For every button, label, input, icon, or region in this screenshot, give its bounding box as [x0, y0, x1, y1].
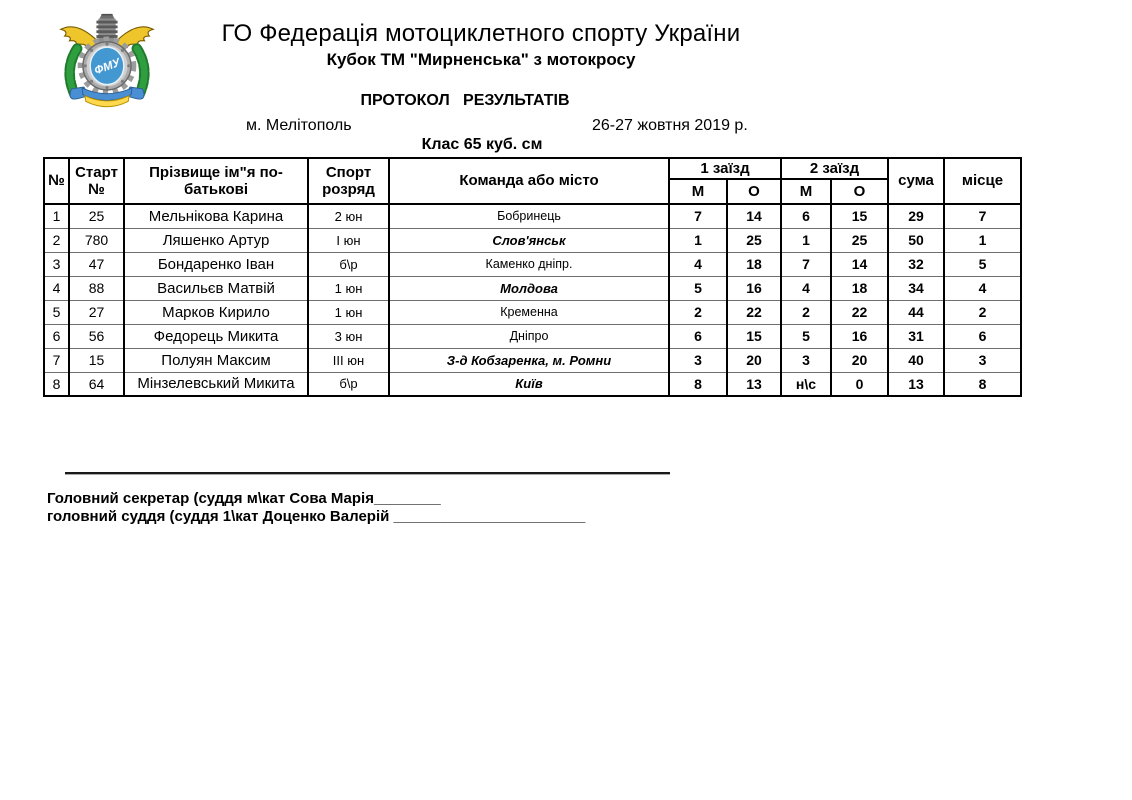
sport-grade: б\р: [308, 372, 389, 396]
row-number: 7: [44, 348, 69, 372]
team-or-city: Слов'янськ: [389, 228, 669, 252]
logo-letters: ФМУ: [92, 56, 122, 78]
sum: 50: [888, 228, 944, 252]
secretary-signature-line: Головний секретар (суддя м\кат Сова Марія________: [47, 490, 441, 507]
place: 2: [944, 300, 1021, 324]
race1-m: 8: [669, 372, 727, 396]
sum: 44: [888, 300, 944, 324]
race2-m: 4: [781, 276, 831, 300]
race2-o: 0: [831, 372, 888, 396]
row-number: 1: [44, 204, 69, 228]
city-label: м. Мелітополь: [246, 117, 352, 134]
rider-name: Федорець Микита: [124, 324, 308, 348]
race1-o: 15: [727, 324, 781, 348]
race1-o: 25: [727, 228, 781, 252]
race1-m: 2: [669, 300, 727, 324]
rider-name: Ляшенко Артур: [124, 228, 308, 252]
start-number: 64: [69, 372, 124, 396]
col-header-race1: 1 заїзд: [669, 158, 781, 179]
col-header-sum: сума: [888, 158, 944, 204]
team-or-city: Київ: [389, 372, 669, 396]
place: 7: [944, 204, 1021, 228]
race1-o: 13: [727, 372, 781, 396]
race2-m: 1: [781, 228, 831, 252]
race1-o: 14: [727, 204, 781, 228]
signature-rule: [65, 472, 670, 475]
team-or-city: Кременна: [389, 300, 669, 324]
race2-m: 5: [781, 324, 831, 348]
document-title: ПРОТОКОЛ РЕЗУЛЬТАТІВ: [360, 92, 570, 109]
table-row: [44, 372, 1021, 396]
start-number: 27: [69, 300, 124, 324]
sport-grade: 3 юн: [308, 324, 389, 348]
date-label: 26-27 жовтня 2019 р.: [592, 117, 748, 134]
race2-o: 14: [831, 252, 888, 276]
col-header-grade: Спорт розряд: [308, 158, 389, 204]
table-row: [44, 300, 1021, 324]
place: 3: [944, 348, 1021, 372]
results-table: [43, 157, 1022, 397]
race2-o: 20: [831, 348, 888, 372]
sum: 34: [888, 276, 944, 300]
team-or-city: Дніпро: [389, 324, 669, 348]
col-header-race1-m: М: [669, 179, 727, 204]
race1-o: 22: [727, 300, 781, 324]
sum: 32: [888, 252, 944, 276]
sum: 31: [888, 324, 944, 348]
race1-m: 3: [669, 348, 727, 372]
col-header-race2: 2 заїзд: [781, 158, 888, 179]
start-number: 15: [69, 348, 124, 372]
sport-grade: 2 юн: [308, 204, 389, 228]
row-number: 3: [44, 252, 69, 276]
race2-o: 16: [831, 324, 888, 348]
rider-name: Мельнікова Карина: [124, 204, 308, 228]
race1-o: 16: [727, 276, 781, 300]
start-number: 47: [69, 252, 124, 276]
col-header-team: Команда або місто: [389, 158, 669, 204]
team-or-city: З-д Кобзаренка, м. Ромни: [389, 348, 669, 372]
place: 8: [944, 372, 1021, 396]
rider-name: Марков Кирило: [124, 300, 308, 324]
start-number: 56: [69, 324, 124, 348]
place: 6: [944, 324, 1021, 348]
start-number: 25: [69, 204, 124, 228]
row-number: 4: [44, 276, 69, 300]
start-number: 780: [69, 228, 124, 252]
rider-name: Мінзелевський Микита: [124, 372, 308, 396]
race2-m: 7: [781, 252, 831, 276]
sport-grade: 1 юн: [308, 300, 389, 324]
row-number: 2: [44, 228, 69, 252]
race2-o: 15: [831, 204, 888, 228]
col-header-start: Старт №: [69, 158, 124, 204]
row-number: 6: [44, 324, 69, 348]
race2-m: 2: [781, 300, 831, 324]
table-row: [44, 324, 1021, 348]
race1-m: 6: [669, 324, 727, 348]
race1-o: 18: [727, 252, 781, 276]
race2-m: 6: [781, 204, 831, 228]
place: 1: [944, 228, 1021, 252]
col-header-place: місце: [944, 158, 1021, 204]
judge-signature-line: головний суддя (суддя 1\кат Доценко Валерій _______________________: [47, 508, 586, 525]
table-row: [44, 348, 1021, 372]
race2-m: 3: [781, 348, 831, 372]
sum: 29: [888, 204, 944, 228]
row-number: 5: [44, 300, 69, 324]
sum: 13: [888, 372, 944, 396]
table-row: [44, 228, 1021, 252]
table-row: [44, 252, 1021, 276]
col-header-num: №: [44, 158, 69, 204]
race2-o: 22: [831, 300, 888, 324]
sum: 40: [888, 348, 944, 372]
row-number: 8: [44, 372, 69, 396]
rider-name: Полуян Максим: [124, 348, 308, 372]
team-or-city: Молдова: [389, 276, 669, 300]
team-or-city: Бобринець: [389, 204, 669, 228]
organization-title: ГО Федерація мотоциклетного спорту України: [221, 20, 741, 47]
race2-m: н\с: [781, 372, 831, 396]
sport-grade: ІІІ юн: [308, 348, 389, 372]
sport-grade: 1 юн: [308, 276, 389, 300]
team-or-city: Каменко дніпр.: [389, 252, 669, 276]
col-header-name: Прізвище ім"я по-батькові: [124, 158, 308, 204]
race1-m: 7: [669, 204, 727, 228]
col-header-race2-m: М: [781, 179, 831, 204]
table-row: [44, 204, 1021, 228]
race2-o: 18: [831, 276, 888, 300]
rider-name: Васильєв Матвій: [124, 276, 308, 300]
sport-grade: б\р: [308, 252, 389, 276]
race1-o: 20: [727, 348, 781, 372]
class-label: Клас 65 куб. см: [421, 136, 543, 153]
race1-m: 4: [669, 252, 727, 276]
place: 4: [944, 276, 1021, 300]
cup-title: Кубок ТМ "Мирненська" з мотокросу: [326, 50, 636, 69]
race1-m: 1: [669, 228, 727, 252]
sport-grade: І юн: [308, 228, 389, 252]
rider-name: Бондаренко Іван: [124, 252, 308, 276]
col-header-race2-o: О: [831, 179, 888, 204]
place: 5: [944, 252, 1021, 276]
col-header-race1-o: О: [727, 179, 781, 204]
start-number: 88: [69, 276, 124, 300]
table-row: [44, 276, 1021, 300]
race1-m: 5: [669, 276, 727, 300]
race2-o: 25: [831, 228, 888, 252]
